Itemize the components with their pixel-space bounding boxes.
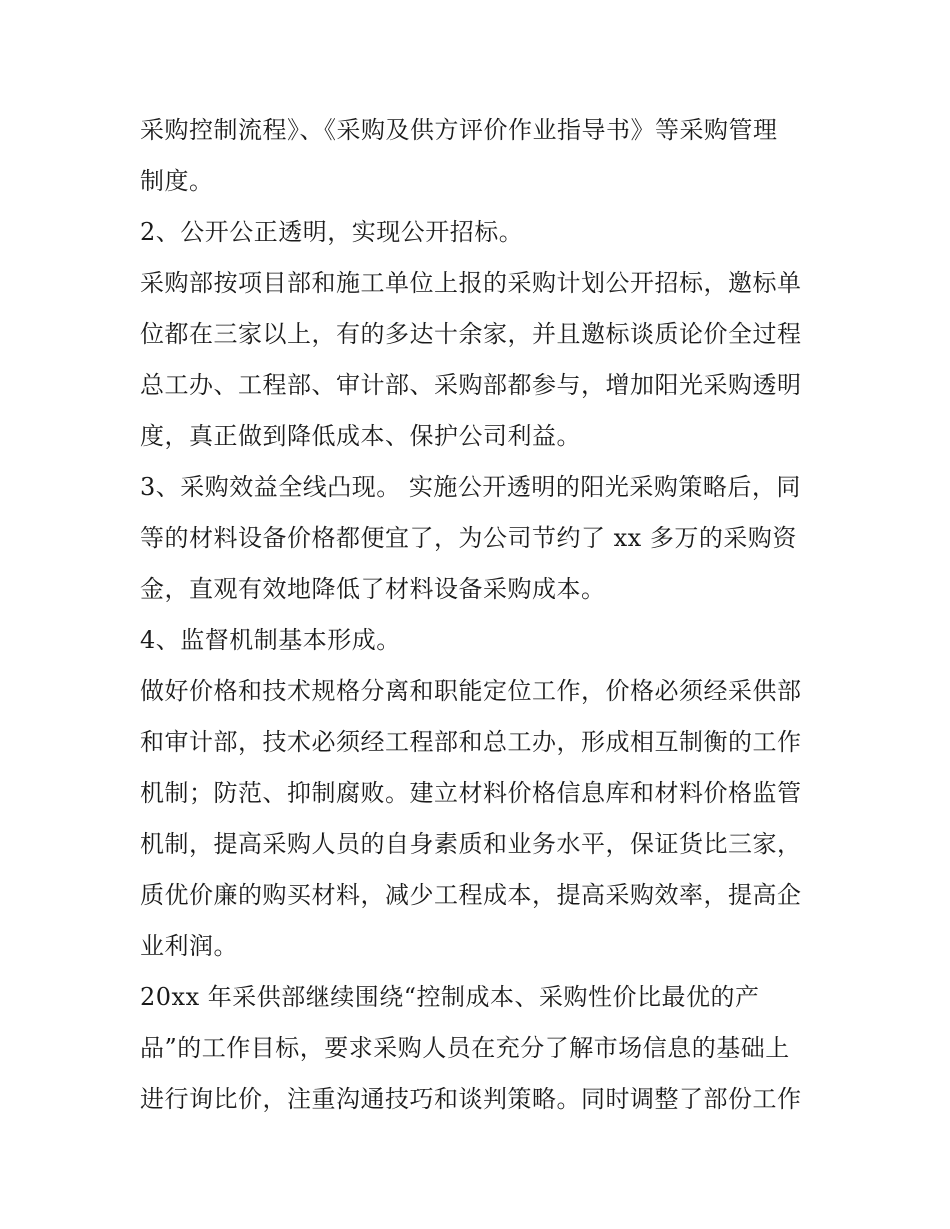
text-line: 等的材料设备价格都便宜了，为公司节约了 xx 多万的采购资 [140, 524, 797, 552]
section-heading: 2、公开公正透明，实现公开招标。 [140, 218, 524, 246]
text-line: 做好价格和技术规格分离和职能定位工作，价格必须经采供部 [140, 677, 802, 705]
text-line: 机制，提高采购人员的自身素质和业务水平，保证货比三家， [140, 830, 802, 858]
text-line: 制度。 [140, 167, 214, 195]
section-heading: 4、监督机制基本形成。 [140, 626, 401, 654]
text-line: 和审计部，技术必须经工程部和总工办，形成相互制衡的工作 [140, 728, 802, 756]
text-line: 采购部按项目部和施工单位上报的采购计划公开招标，邀标单 [140, 269, 802, 297]
text-line: 总工办、工程部、审计部、采购部都参与，增加阳光采购透明 [140, 371, 802, 399]
text-line: 质优价廉的购买材料，减少工程成本，提高采购效率，提高企 [140, 881, 802, 909]
text-line: 采购控制流程》、《采购及供方评价作业指导书》等采购管理 [140, 116, 778, 144]
text-line: 机制；防范、抑制腐败。建立材料价格信息库和材料价格监管 [140, 779, 802, 807]
text-line: 位都在三家以上，有的多达十余家，并且邀标谈质论价全过程 [140, 320, 802, 348]
text-line: 进行询比价，注重沟通技巧和谈判策略。同时调整了部份工作 [140, 1085, 802, 1113]
text-line: 度，真正做到降低成本、保护公司利益。 [140, 422, 581, 450]
text-line: 20xx 年采供部继续围绕“控制成本、采购性价比最优的产 [140, 983, 760, 1011]
text-line: 品”的工作目标，要求采购人员在充分了解市场信息的基础上 [140, 1034, 790, 1062]
text-line: 金，直观有效地降低了材料设备采购成本。 [140, 575, 606, 603]
section-heading: 3、采购效益全线凸现。 实施公开透明的阳光采购策略后，同 [140, 473, 801, 501]
text-line: 业利润。 [140, 932, 238, 960]
